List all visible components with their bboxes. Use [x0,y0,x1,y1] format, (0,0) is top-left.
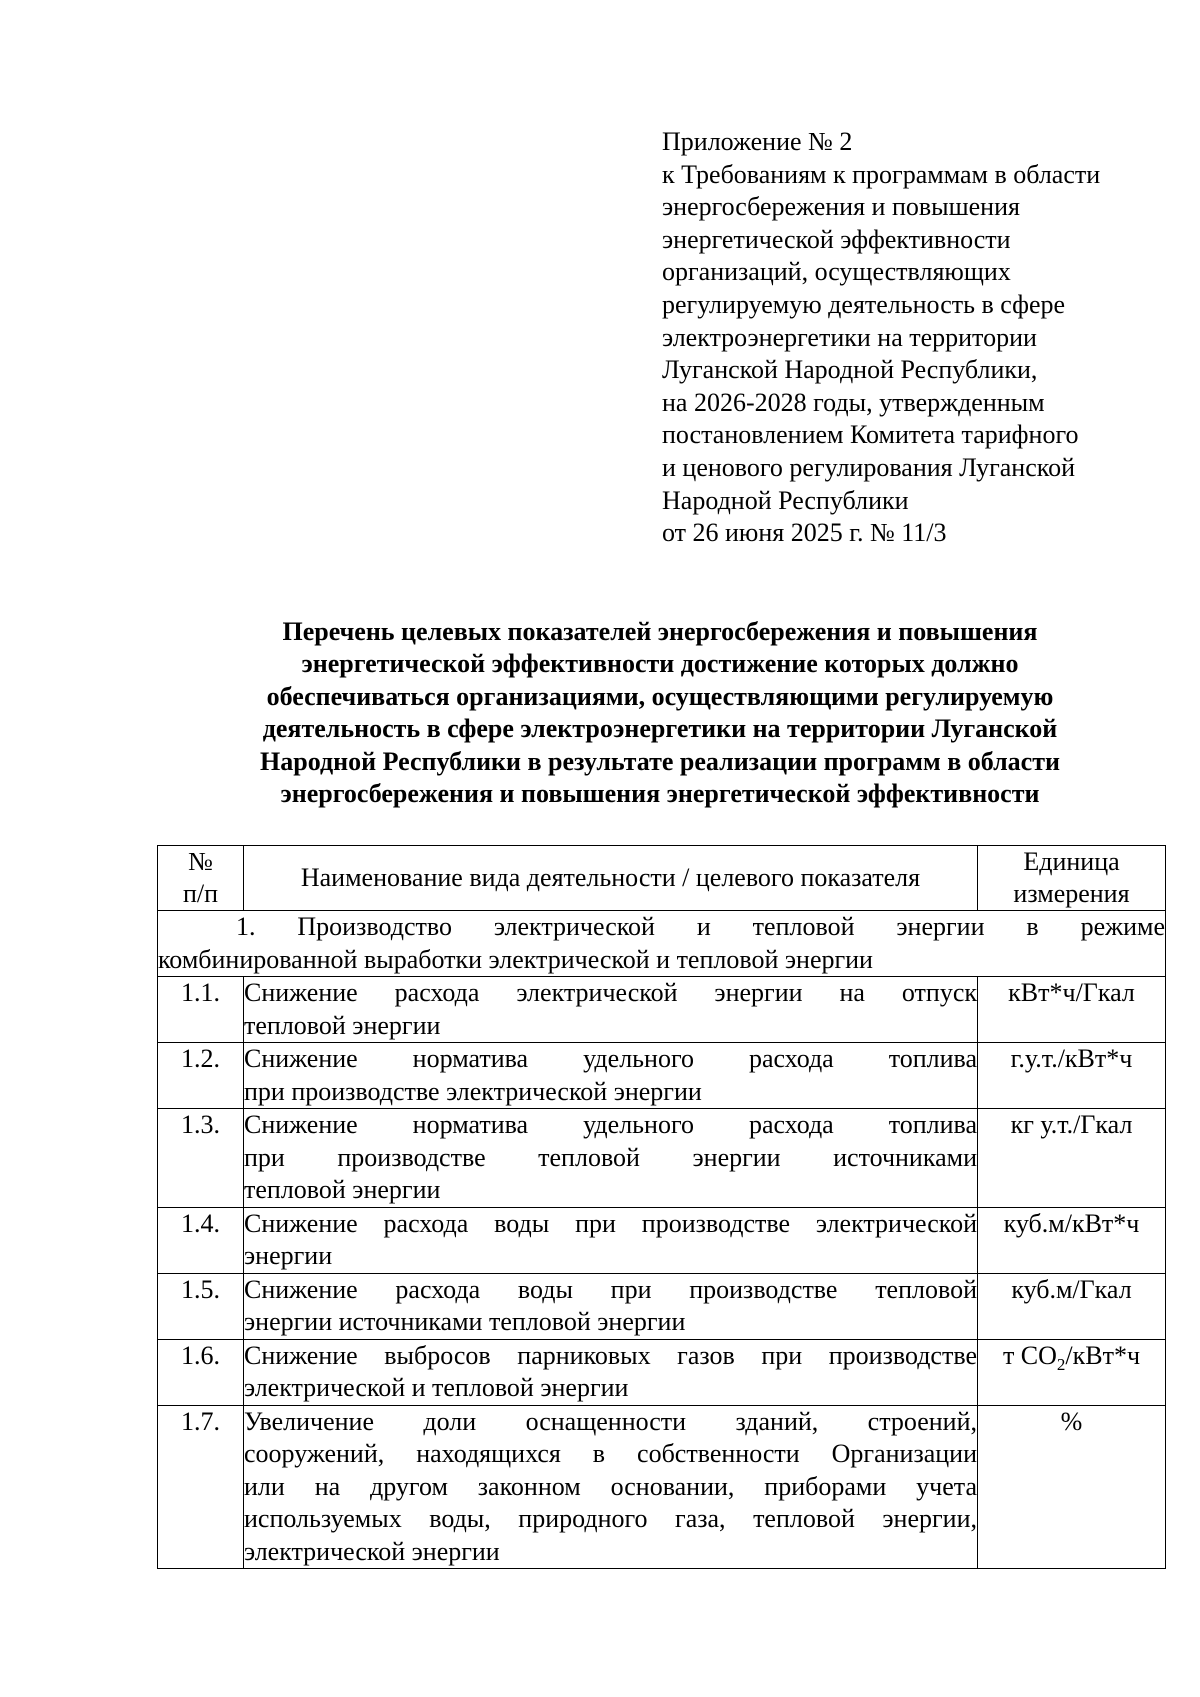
row-name [244,1207,978,1273]
row-unit: % [978,1405,1166,1569]
appendix-line: к Требованиям к программам в области [662,159,1101,189]
row-name [244,1109,978,1208]
section-heading-line2: комбинированной выработки электрической и тепловой энергии [158,944,873,974]
row-name-line: тепловой энергии [244,1175,441,1204]
row-name-line: используемых воды, природного газа, тепловой энергии, [244,1504,977,1533]
table-header-row [158,846,1166,911]
row-number: 1.1. [158,977,244,1043]
row-name-line: тепловой энергии [244,1010,441,1040]
table-row [158,977,1166,1043]
row-name-line: Снижение расхода воды при производстве электрической [244,1208,977,1238]
header-number-cell [158,846,244,911]
row-number: 1.3. [158,1109,244,1208]
header-number-line2: п/п [182,879,219,908]
indicators-table [157,845,1166,1569]
row-name-line: Снижение выбросов парниковых газов при производстве [244,1340,977,1370]
row-name [244,1339,978,1405]
table-row [158,1109,1166,1208]
header-number-line1: № [188,847,213,876]
title-line: обеспечиваться организациями, осуществляющими регулируемую [266,681,1054,711]
row-name-line: сооружений, находящихся в собственности Организации [244,1439,977,1468]
table-row [158,1207,1166,1273]
row-unit: кг у.т./Гкал [978,1109,1166,1208]
row-name [244,1405,978,1569]
row-name-line: электрической и тепловой энергии [244,1373,629,1402]
row-name-line: или на другом законном основании, приборами учета [244,1471,977,1501]
appendix-line: электроэнергетики на территории [662,322,1037,352]
unit-suffix: /кВт*ч [1065,1340,1141,1370]
row-name-line: Снижение расхода электрической энергии на отпуск [244,978,977,1007]
row-number: 1.2. [158,1043,244,1109]
appendix-line: Луганской Народной Республики, [662,355,1038,385]
header-name-cell: Наименование вида деятельности / целевого показателя [244,846,978,911]
row-number: 1.6. [158,1339,244,1405]
appendix-block [662,126,1162,550]
row-name-line: при производстве электрической энергии [244,1076,702,1106]
header-unit-line2: измерения [1013,879,1130,908]
document-title [158,616,1162,810]
table-row [158,1339,1166,1405]
row-name-line: Увеличение доли оснащенности зданий, строений, [244,1406,977,1436]
row-name-line: Снижение норматива удельного расхода топлива [244,1044,977,1073]
appendix-line: организаций, осуществляющих [662,257,1011,287]
title-line: энергетической эффективности достижение которых должно [301,649,1019,679]
appendix-line: от 26 июня 2025 г. № 11/3 [662,518,947,548]
table-row [158,1273,1166,1339]
row-unit: куб.м/кВт*ч [978,1207,1166,1273]
table-row [158,1043,1166,1109]
title-line: деятельность в сфере электроэнергетики на территории Луганской [262,714,1058,744]
row-number: 1.5. [158,1273,244,1339]
row-unit: г.у.т./кВт*ч [978,1043,1166,1109]
unit-prefix: т CO [1002,1340,1057,1370]
row-name-line: при производстве тепловой энергии источниками [244,1142,977,1172]
row-unit: куб.м/Гкал [978,1273,1166,1339]
section-row [158,911,1166,977]
appendix-line: на 2026-2028 годы, утвержденным [662,387,1045,417]
appendix-line: регулируемую деятельность в сфере [662,289,1066,319]
header-unit-line1: Единица [1023,847,1120,876]
row-unit [978,1339,1166,1405]
row-name [244,1273,978,1339]
row-name-line: энергии [244,1241,333,1270]
table-row [158,1405,1166,1569]
appendix-line: и ценового регулирования Луганской [662,452,1075,482]
title-line: Народной Республики в результате реализации программ в области [260,746,1060,776]
section-heading [158,911,1166,977]
title-line: Перечень целевых показателей энергосбережения и повышения [282,617,1038,646]
section-heading-line1: 1. Производство электрической и тепловой энергии в режиме [236,912,1165,941]
header-unit-cell [978,846,1166,911]
row-unit: кВт*ч/Гкал [978,977,1166,1043]
appendix-line: постановлением Комитета тарифного [662,420,1079,450]
row-name [244,977,978,1043]
row-name-line: Снижение расхода воды при производстве тепловой [244,1274,977,1304]
title-line: энергосбережения и повышения энергетической эффективности [280,779,1040,809]
appendix-line: энергетической эффективности [662,224,1011,254]
appendix-line: Народной Республики [662,485,909,515]
row-number: 1.4. [158,1207,244,1273]
row-number: 1.7. [158,1405,244,1569]
unit-subscript: 2 [1056,1354,1066,1374]
appendix-line: энергосбережения и повышения [662,192,1020,222]
row-name-line: Снижение норматива удельного расхода топлива [244,1110,977,1139]
row-name-line: энергии источниками тепловой энергии [244,1307,686,1336]
row-name [244,1043,978,1109]
appendix-line: Приложение № 2 [662,127,853,156]
row-name-line: электрической энергии [244,1536,500,1566]
